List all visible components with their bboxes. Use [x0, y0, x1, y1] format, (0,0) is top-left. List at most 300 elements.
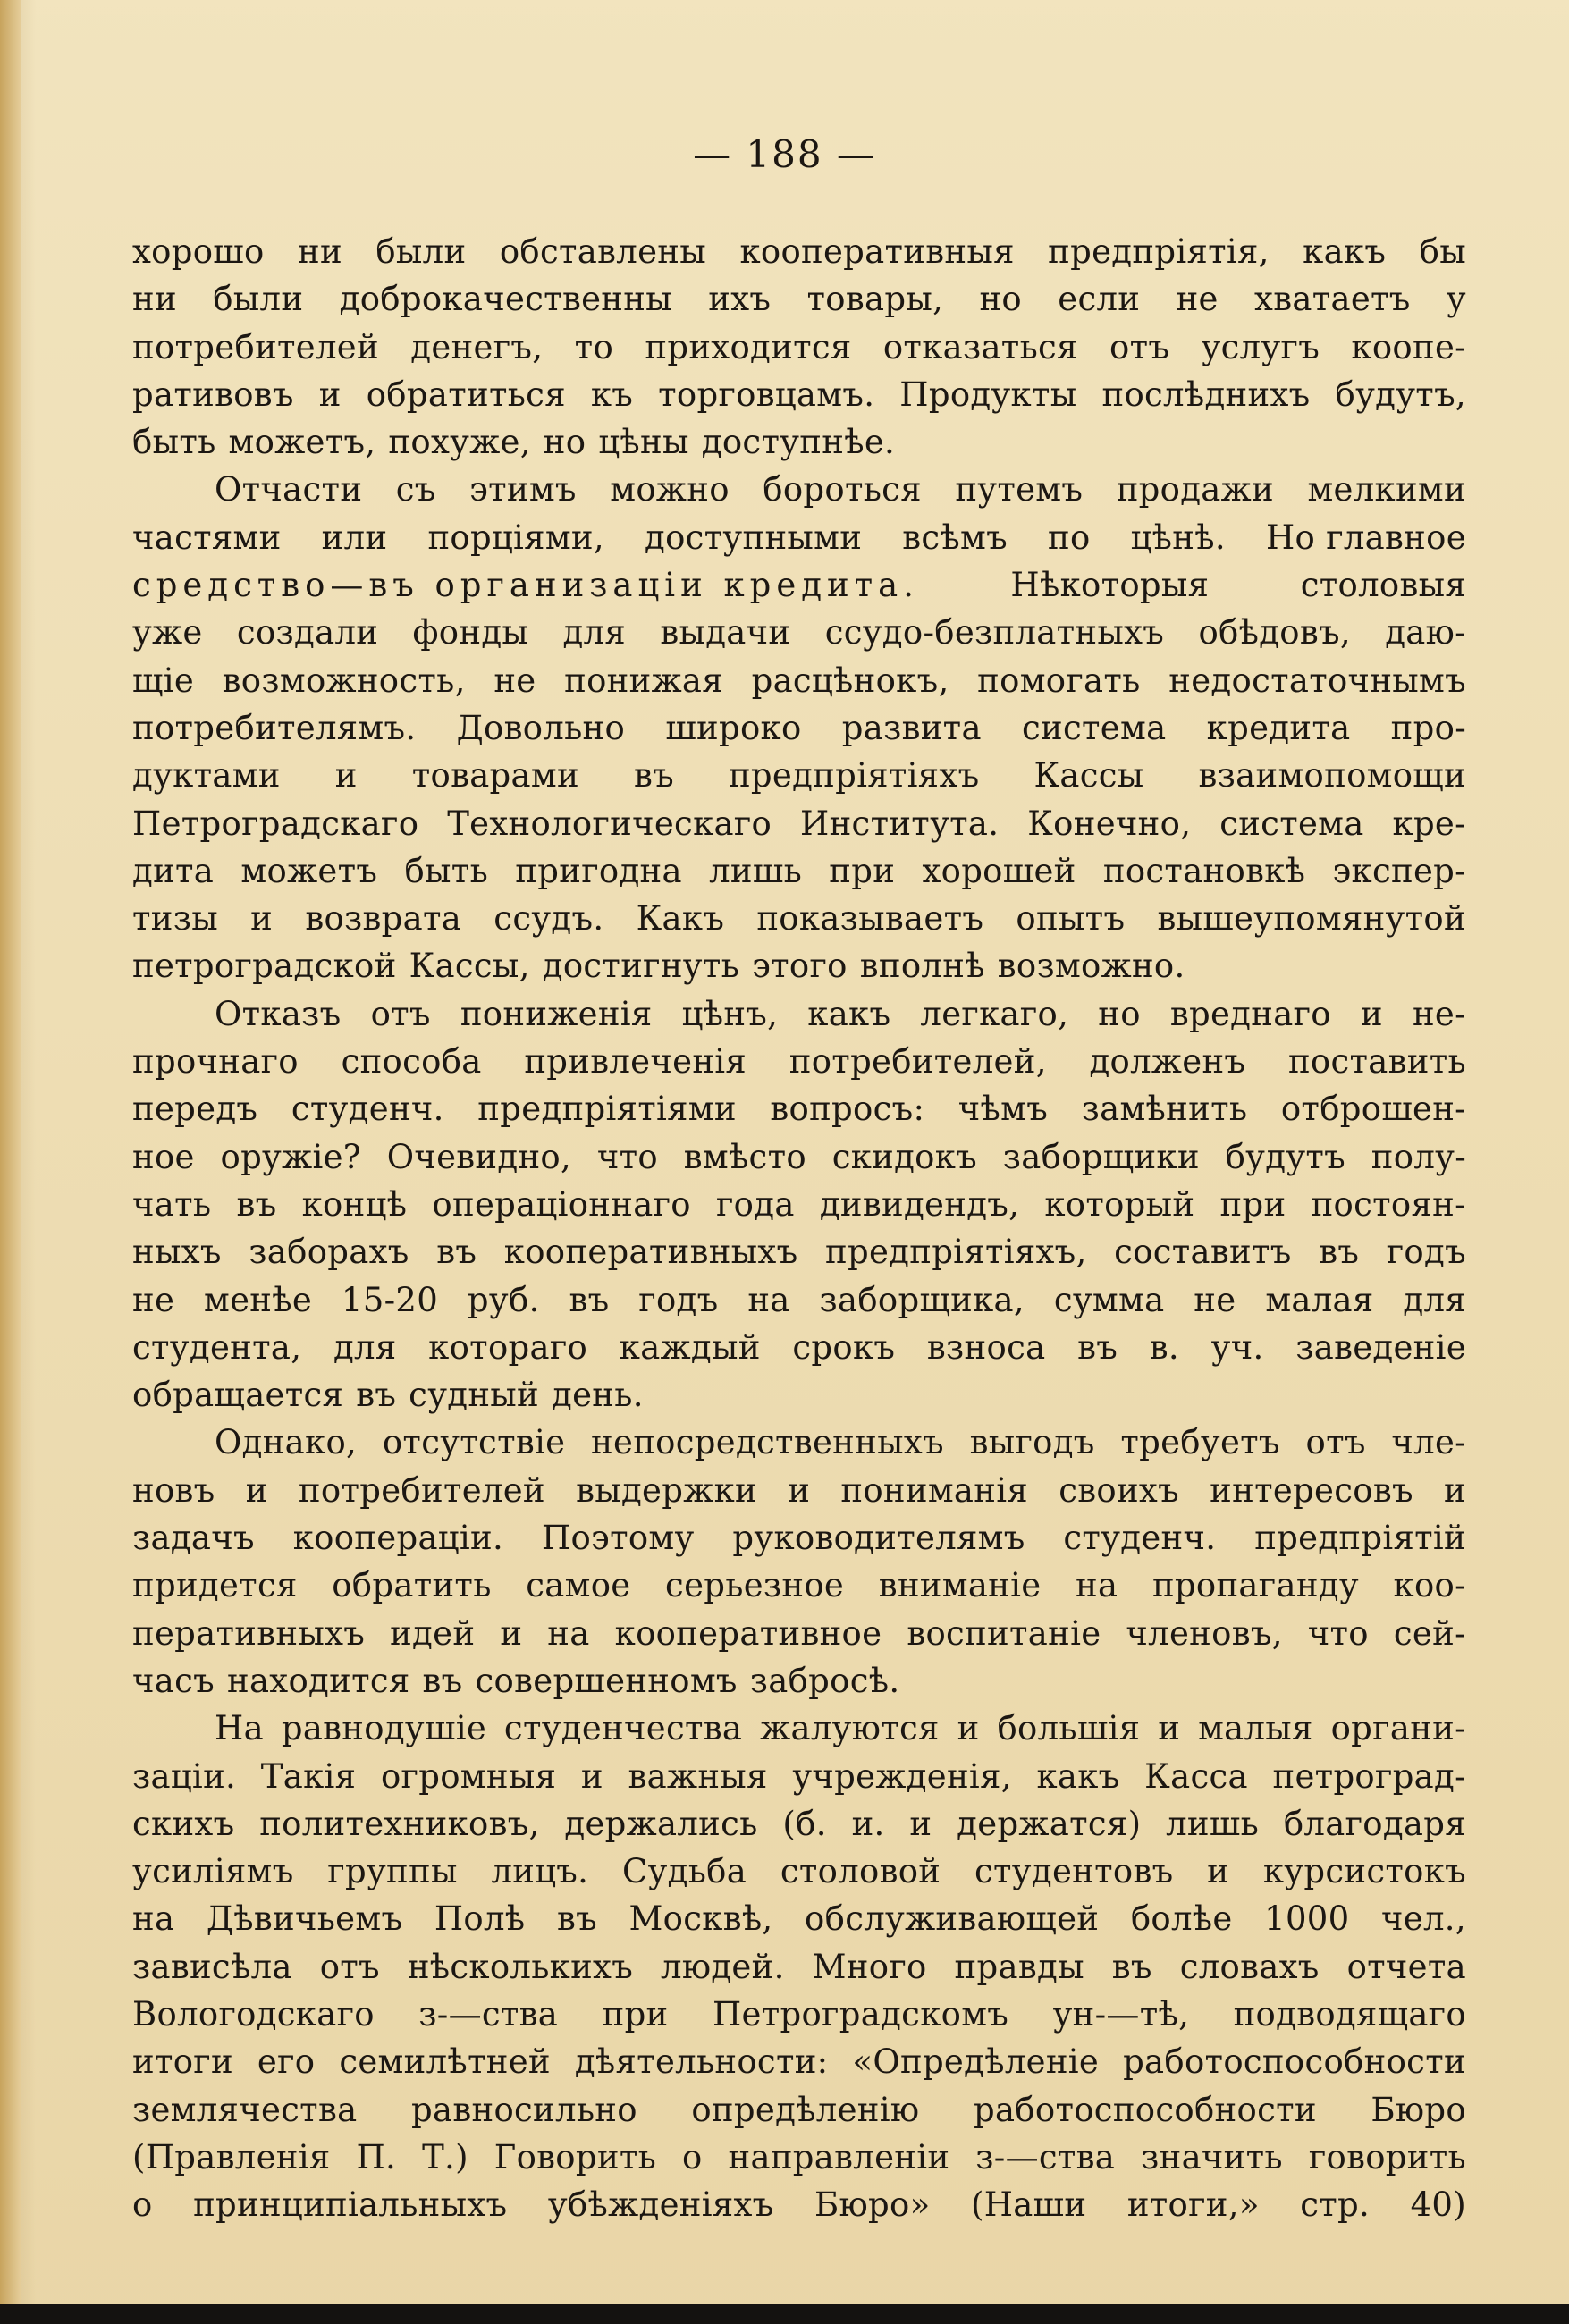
word: услугъ — [1201, 327, 1320, 366]
word: въ — [436, 1233, 477, 1272]
word: и. — [851, 1804, 885, 1843]
word: потребителей, — [789, 1042, 1047, 1082]
word: цѣны — [598, 423, 689, 462]
word: доброкачественны — [339, 280, 672, 319]
word: продажи — [1116, 470, 1274, 509]
word: вниманіе — [878, 1566, 1042, 1605]
word: при — [1219, 1184, 1286, 1224]
word: у — [1446, 280, 1466, 319]
word: потребителей — [298, 1470, 545, 1510]
word: дита — [132, 851, 215, 890]
word: создали — [236, 613, 379, 653]
text-line — [132, 1276, 1466, 1324]
word: Института. — [800, 804, 1000, 843]
word: коопераціи. — [292, 1519, 504, 1558]
word: кооперативное — [614, 1613, 882, 1653]
word: взаимопомощи — [1198, 756, 1466, 796]
word: итоги — [132, 2042, 233, 2082]
word: сей- — [1393, 1613, 1466, 1653]
word: быть — [132, 423, 216, 462]
word: отъ — [1109, 327, 1170, 366]
word: чел., — [1381, 1899, 1466, 1939]
text-line — [132, 1181, 1466, 1228]
word: пониманія — [840, 1470, 1029, 1510]
word: столовой — [780, 1852, 941, 1891]
word: держались — [564, 1804, 758, 1843]
text-line — [132, 2038, 1466, 2085]
word: принципіальныхъ — [193, 2185, 508, 2225]
word: заборщики — [1002, 1137, 1200, 1176]
word: задачъ — [132, 1519, 255, 1558]
word: курсистокъ — [1262, 1852, 1466, 1891]
word: своихъ — [1059, 1470, 1179, 1510]
word: придется — [132, 1566, 298, 1605]
text-line — [132, 275, 1466, 323]
text-line — [132, 1895, 1466, 1942]
word: товары, — [806, 280, 944, 319]
page-left-edge — [0, 0, 21, 2324]
word: столовыя — [1300, 566, 1466, 605]
word: передъ — [132, 1090, 258, 1129]
word: находится — [226, 1661, 410, 1700]
word: опредѣленію — [691, 2090, 920, 2129]
word: студенч. — [291, 1090, 444, 1129]
word: Судьба — [621, 1852, 747, 1891]
word: и — [957, 1709, 980, 1748]
text-line — [132, 1514, 1466, 1562]
word: и — [318, 375, 342, 414]
word: (Наши — [971, 2185, 1087, 2225]
word: замѣнить — [1081, 1090, 1248, 1129]
word: не — [493, 661, 536, 700]
word: предпріятіяхъ — [728, 756, 980, 796]
word: Технологическаго — [447, 804, 772, 843]
word: непосредственныхъ — [591, 1423, 944, 1462]
word: перативныхъ — [132, 1613, 366, 1653]
word: для — [1403, 1280, 1466, 1319]
text-line — [132, 1848, 1466, 1895]
word: тизы — [132, 899, 218, 939]
text-line — [132, 609, 1466, 656]
word: будутъ — [1225, 1137, 1346, 1176]
word: усиліямъ — [132, 1852, 294, 1891]
text-line — [132, 1562, 1466, 1609]
word: въ — [633, 756, 674, 796]
word: день. — [552, 1376, 644, 1415]
word: руководителямъ — [732, 1519, 1025, 1558]
word: какъ — [807, 994, 891, 1033]
word: концѣ — [301, 1184, 408, 1224]
word: быть — [404, 851, 489, 890]
word: Петроградскаго — [132, 804, 419, 843]
text-line — [132, 324, 1466, 371]
word: П. — [356, 2137, 397, 2177]
text-line — [132, 1371, 1466, 1419]
word: стр. — [1300, 2185, 1371, 2225]
word: лишь — [709, 851, 803, 890]
page-number: — 188 — — [693, 132, 876, 176]
word: система — [1022, 708, 1167, 747]
word: взноса — [926, 1327, 1046, 1367]
word: система — [1219, 804, 1364, 843]
word: выдачи — [660, 613, 791, 653]
word: какъ — [1303, 232, 1387, 271]
word: недостаточнымъ — [1168, 661, 1466, 700]
word: долженъ — [1089, 1042, 1246, 1082]
word: сумма — [1053, 1280, 1165, 1319]
word: возможно. — [997, 947, 1185, 986]
word: въ — [1077, 1327, 1118, 1367]
word: петроградской — [132, 947, 397, 986]
word: ни — [132, 280, 177, 319]
word: коо- — [1393, 1566, 1466, 1605]
word: для — [562, 613, 627, 653]
word: дѣятельности: — [574, 2042, 829, 2082]
word: кооперативныя — [739, 232, 1015, 271]
word: путемъ — [955, 470, 1084, 509]
word: Дѣвичьемъ — [206, 1899, 403, 1939]
word: кредита — [1206, 708, 1351, 747]
word: большія — [997, 1709, 1141, 1748]
word: Но главное — [1265, 518, 1466, 557]
word: группы — [327, 1852, 458, 1891]
word: ссудо-безплатныхъ — [824, 613, 1165, 653]
word: руб. — [467, 1280, 540, 1319]
word: но — [979, 280, 1022, 319]
text-line — [132, 1228, 1466, 1276]
word: кре- — [1392, 804, 1466, 843]
word: по — [1048, 518, 1091, 557]
word: отъ — [1305, 1423, 1366, 1462]
word: Поэтому — [541, 1519, 695, 1558]
word: что — [596, 1137, 658, 1176]
text-line — [132, 466, 1466, 513]
word: про- — [1390, 708, 1466, 747]
text-line — [132, 2181, 1466, 2228]
word: на — [132, 1899, 175, 1939]
word: то — [574, 327, 614, 366]
word: какъ — [1036, 1756, 1120, 1796]
text-line — [132, 1419, 1466, 1466]
text-line — [132, 990, 1466, 1038]
word: Москвѣ, — [628, 1899, 773, 1939]
word: Очевидно, — [386, 1137, 572, 1176]
word: (б. — [782, 1804, 827, 1843]
word: хватаетъ — [1254, 280, 1411, 319]
word: ни — [298, 232, 342, 271]
text-line — [132, 752, 1466, 799]
word: частями — [132, 518, 282, 557]
word: на — [547, 1613, 590, 1653]
word: лишь — [1166, 1804, 1260, 1843]
word: отъ — [319, 1947, 380, 1986]
word: Петроградскомъ — [712, 1994, 1009, 2034]
word: при — [829, 851, 896, 890]
word: огромныя — [380, 1756, 557, 1796]
word: новъ — [132, 1470, 215, 1510]
word: понижая — [564, 661, 723, 700]
word: чле- — [1391, 1423, 1466, 1462]
text-line — [132, 942, 1466, 989]
word: цѣнѣ. — [1130, 518, 1226, 557]
word: словахъ — [1179, 1947, 1320, 1986]
word: лицъ. — [491, 1852, 589, 1891]
text-line — [132, 514, 1466, 561]
word: средство—въ организаціи кредита. — [132, 566, 919, 605]
word: бы — [1419, 232, 1466, 271]
word: ихъ — [708, 280, 772, 319]
text-line — [132, 371, 1466, 418]
word: значить — [1141, 2137, 1283, 2177]
word: и — [580, 1756, 603, 1796]
word: 40) — [1410, 2185, 1466, 2225]
word: в. — [1149, 1327, 1179, 1367]
word: прочнаго — [132, 1042, 299, 1082]
word: не — [132, 1280, 175, 1319]
word: отброшен- — [1280, 1090, 1466, 1129]
word: судный — [409, 1376, 540, 1415]
word: въ — [236, 1184, 277, 1224]
word: привлеченія — [524, 1042, 747, 1082]
word: ссудъ. — [493, 899, 604, 939]
text-line — [132, 1705, 1466, 1752]
word: студентовъ — [974, 1852, 1174, 1891]
word: хорошо — [132, 232, 265, 271]
word: полу- — [1371, 1137, 1466, 1176]
word: фонды — [412, 613, 529, 653]
word: что — [1307, 1613, 1369, 1653]
word: обратиться — [366, 375, 566, 414]
word: заведеніе — [1295, 1327, 1466, 1367]
word: года — [715, 1184, 795, 1224]
word: идей — [390, 1613, 476, 1653]
word: въ — [556, 1899, 597, 1939]
word: держатся) — [957, 1804, 1142, 1843]
word: заборахъ — [249, 1233, 409, 1272]
text-line — [132, 1943, 1466, 1991]
word: обратить — [332, 1566, 492, 1605]
word: подводящаго — [1233, 1994, 1466, 2034]
word: отъ — [370, 994, 431, 1033]
word: похуже, — [388, 423, 531, 462]
word: Кассы, — [409, 947, 530, 986]
word: кооперативныхъ — [503, 1233, 798, 1272]
word: ное — [132, 1137, 195, 1176]
word: дуктами — [132, 756, 281, 796]
word: заціи. — [132, 1756, 237, 1796]
word: заборщика, — [819, 1280, 1025, 1319]
word: вопросъ: — [770, 1090, 925, 1129]
word: срокъ — [792, 1327, 896, 1367]
word: если — [1058, 280, 1141, 319]
word: жалуются — [760, 1709, 940, 1748]
word: отчета — [1346, 1947, 1466, 1986]
word: можетъ, — [228, 423, 376, 462]
word: з-—ства — [975, 2137, 1116, 2177]
word: постоян- — [1311, 1184, 1466, 1224]
word: щіе — [132, 661, 195, 700]
word: воспитаніе — [907, 1613, 1101, 1653]
word: операціоннаго — [432, 1184, 691, 1224]
word: и — [245, 1470, 268, 1510]
word: «Опредѣленіе — [852, 2042, 1100, 2082]
word: цѣнъ, — [681, 994, 779, 1033]
word: способа — [341, 1042, 482, 1082]
word: правды — [954, 1947, 1084, 1986]
word: и — [1444, 1470, 1466, 1510]
word: товарами — [411, 756, 579, 796]
word: легкаго, — [920, 994, 1069, 1033]
word: Кассы — [1033, 756, 1144, 796]
word: въ — [1319, 1233, 1360, 1272]
word: вреднаго — [1169, 994, 1331, 1033]
word: Бюро» — [814, 2185, 931, 2225]
word: работоспособности — [1123, 2042, 1466, 2082]
word: бороться — [763, 470, 922, 509]
word: членовъ, — [1126, 1613, 1283, 1653]
word: органи- — [1330, 1709, 1466, 1748]
word: Конечно, — [1027, 804, 1192, 843]
word: годъ — [1386, 1233, 1466, 1272]
word: обращается — [132, 1376, 344, 1415]
word: работоспособности — [973, 2090, 1317, 2129]
text-line — [132, 1657, 1466, 1705]
word: потребителямъ. — [132, 708, 417, 747]
word: но — [1098, 994, 1141, 1033]
word: 1000 — [1264, 1899, 1350, 1939]
word: можно — [610, 470, 730, 509]
word: вмѣсто — [683, 1137, 806, 1176]
word: послѣднихъ — [1101, 375, 1311, 414]
word: Говорить — [493, 2137, 657, 2177]
word: говорить — [1308, 2137, 1466, 2177]
word: студенчества — [503, 1709, 743, 1748]
word: интересовъ — [1210, 1470, 1413, 1510]
word: и — [1158, 1709, 1181, 1748]
word: Т.) — [422, 2137, 468, 2177]
text-line — [132, 2086, 1466, 2134]
word: пониженія — [460, 994, 653, 1033]
word: но — [543, 423, 586, 462]
word: На — [215, 1709, 264, 1748]
word: выгодъ — [969, 1423, 1095, 1462]
word: з-—ства — [418, 1994, 559, 2034]
word: Вологодскаго — [132, 1994, 375, 2034]
word: этого — [752, 947, 848, 986]
word: студента, — [132, 1327, 302, 1367]
word: доступными — [644, 518, 863, 557]
word: обслуживающей — [805, 1899, 1100, 1939]
word: ун-—тѣ, — [1052, 1994, 1190, 2034]
word: котораго — [428, 1327, 588, 1367]
word: показываетъ — [756, 899, 984, 939]
word: предпріятій — [1254, 1519, 1466, 1558]
word: 15-20 — [341, 1280, 439, 1319]
word: благодаря — [1283, 1804, 1466, 1843]
word: ныхъ — [132, 1233, 222, 1272]
text-line — [132, 895, 1466, 942]
word: хорошей — [922, 851, 1076, 890]
word: (Правленія — [132, 2137, 331, 2177]
scan-bottom-band — [0, 2304, 1569, 2324]
text-line — [132, 1133, 1466, 1181]
word: совершенномъ — [475, 1661, 738, 1700]
word: о — [132, 2185, 153, 2225]
word: часъ — [132, 1661, 215, 1700]
word: къ — [590, 375, 634, 414]
word: пригодна — [515, 851, 682, 890]
word: Бюро — [1371, 2090, 1466, 2129]
word: студенч. — [1063, 1519, 1217, 1558]
word: вышеупомянутой — [1157, 899, 1466, 939]
word: отсутствіе — [382, 1423, 566, 1462]
word: болѣе — [1130, 1899, 1233, 1939]
word: развита — [841, 708, 982, 747]
word: опытъ — [1016, 899, 1126, 939]
text-line — [132, 800, 1466, 847]
word: чѣмъ — [957, 1090, 1049, 1129]
word: менѣе — [204, 1280, 313, 1319]
word: не- — [1412, 994, 1466, 1033]
word: землячества — [132, 2090, 358, 2129]
word: забросѣ. — [749, 1661, 900, 1700]
word: который — [1044, 1184, 1195, 1224]
word: и — [250, 899, 274, 939]
word: возврата — [305, 899, 462, 939]
word: нѣсколькихъ — [407, 1947, 634, 1986]
word: направленіи — [728, 2137, 950, 2177]
word: Однако, — [215, 1423, 358, 1462]
word: Отчасти — [215, 470, 363, 509]
word: и — [1207, 1852, 1230, 1891]
word: не — [1176, 280, 1219, 319]
word: Такія — [260, 1756, 357, 1796]
word: малыя — [1198, 1709, 1313, 1748]
word: всѣмъ — [902, 518, 1008, 557]
word: были — [375, 232, 467, 271]
word: малая — [1265, 1280, 1374, 1319]
word: его — [257, 2042, 316, 2082]
word: годъ — [638, 1280, 719, 1319]
word: политехниковъ, — [259, 1804, 540, 1843]
text-line — [132, 1800, 1466, 1848]
word: не — [1194, 1280, 1236, 1319]
word: или — [321, 518, 388, 557]
word: и — [909, 1804, 932, 1843]
word: и — [788, 1470, 811, 1510]
word: Продукты — [899, 375, 1077, 414]
word: семилѣтней — [339, 2042, 551, 2082]
word: для — [333, 1327, 397, 1367]
word: предпріятіяхъ, — [825, 1233, 1087, 1272]
word: съ — [395, 470, 436, 509]
word: вполнѣ — [859, 947, 985, 986]
word: расцѣнокъ, — [751, 661, 949, 700]
word: равнодушіе — [281, 1709, 487, 1748]
word: самое — [526, 1566, 631, 1605]
word: въ — [1111, 1947, 1152, 1986]
word: и — [334, 756, 358, 796]
word: Отказъ — [215, 994, 342, 1033]
word: Довольно — [456, 708, 626, 747]
word: каждый — [619, 1327, 761, 1367]
word: предпріятія, — [1048, 232, 1270, 271]
text-line — [132, 418, 1466, 466]
word: въ — [356, 1376, 397, 1415]
word: петроград- — [1272, 1756, 1466, 1796]
word: серьезное — [665, 1566, 845, 1605]
word: дивидендъ, — [819, 1184, 1020, 1224]
